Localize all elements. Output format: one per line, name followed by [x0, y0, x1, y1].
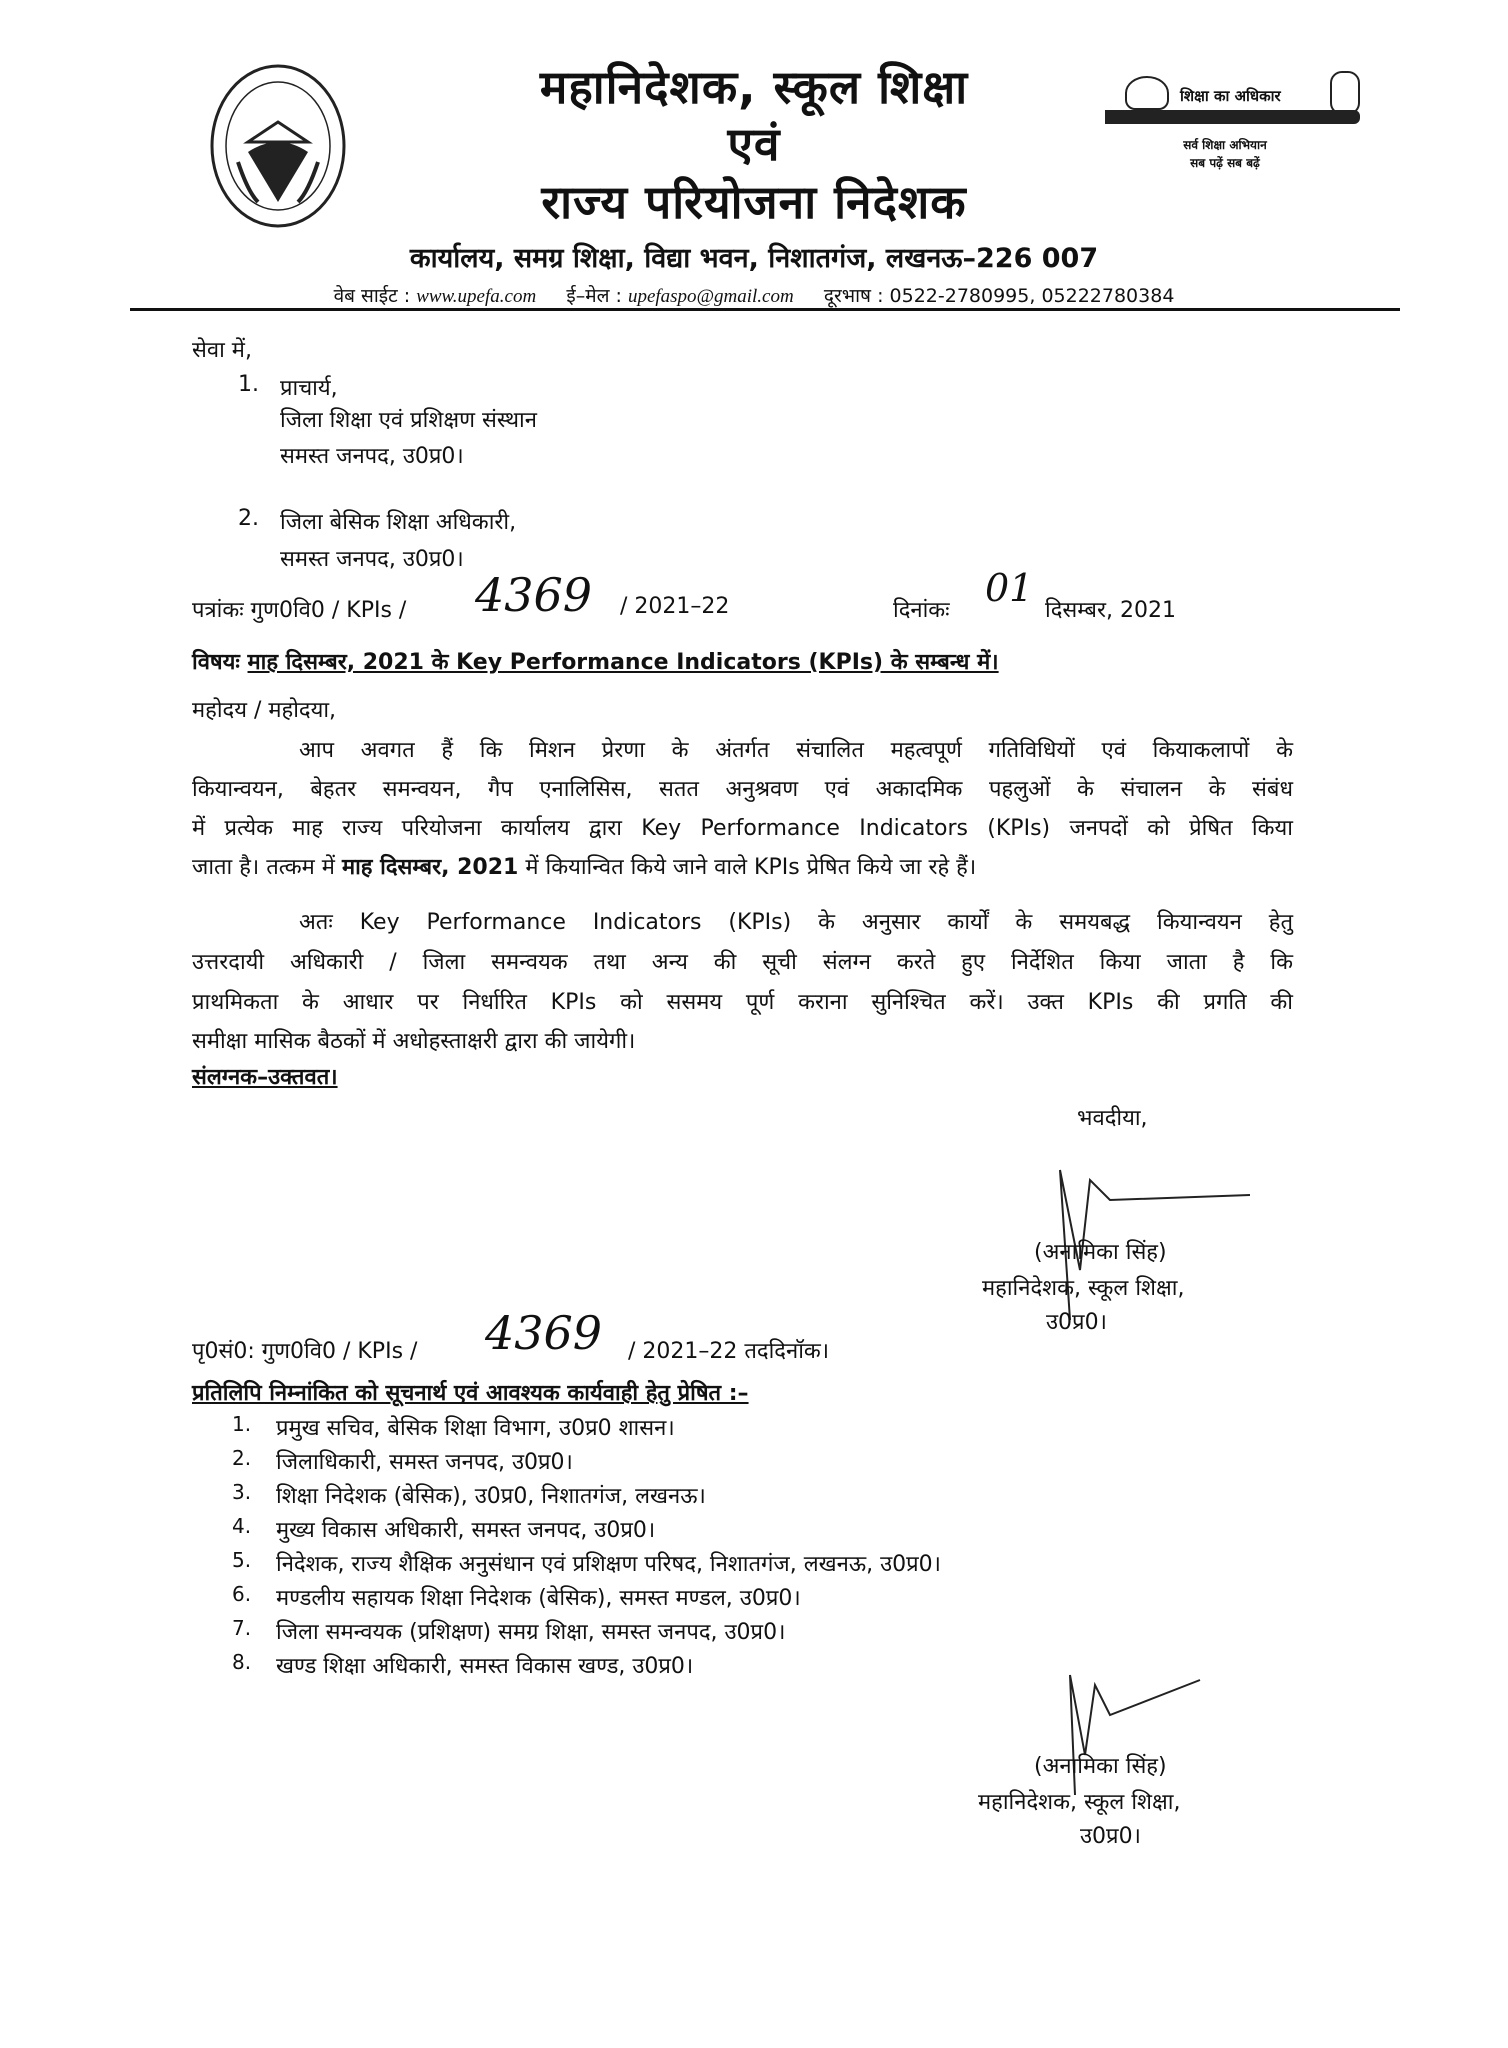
recipient-number: 1. — [238, 372, 259, 397]
logo-text: शिक्षा का अधिकार — [1180, 87, 1281, 105]
paragraph1-text: जाता है। तत्कम में — [192, 855, 335, 880]
copy-item-number: 3. — [232, 1480, 252, 1504]
date-label: दिनांकः — [893, 598, 950, 623]
recipient-line: समस्त जनपद, उ0प्र0। — [280, 547, 464, 572]
recipient-line: जिला बेसिक शिक्षा अधिकारी, — [280, 510, 517, 535]
paragraph1-line: में प्रत्येक माह राज्य परियोजना कार्यालय द्वारा Key Performance Indicators (KPIs) जनपदों को प्रेषित किया — [192, 816, 1293, 841]
signatory-name: (अनामिका सिंह) — [1034, 1240, 1167, 1265]
copy-item-number: 6. — [232, 1582, 252, 1606]
email-label: ई–मेल : — [566, 285, 622, 307]
recipient-line: जिला शिक्षा एवं प्रशिक्षण संस्थान — [280, 408, 537, 433]
closing: भवदीया, — [1077, 1106, 1148, 1131]
date-rest: दिसम्बर, 2021 — [1045, 598, 1176, 623]
recipient-line: समस्त जनपद, उ0प्र0। — [280, 444, 464, 469]
paragraph2-line: प्राथमिकता के आधार पर निर्धारित KPIs को ससमय पूर्ण कराना सुनिश्चित करें। उक्त KPIs की प्रगति की — [192, 990, 1293, 1015]
paragraph1-line: कियान्वयन, बेहतर समन्वयन, गैप एनालिसिस, सतत अनुश्रवण एवं अकादमिक पहलुओं के संचालन के संबंध — [192, 777, 1293, 802]
copy-item-number: 5. — [232, 1548, 252, 1572]
reference-suffix: / 2021–22 — [620, 594, 730, 619]
logo-caption1: सर्व शिक्षा अभियान — [1183, 138, 1267, 152]
enclosure: संलग्नक–उक्तवत। — [192, 1065, 338, 1090]
letterhead-title-line1: महानिदेशक, स्कूल शिक्षा — [539, 60, 969, 114]
copy-item-text: जिला समन्वयक (प्रशिक्षण) समग्र शिक्षा, समस्त जनपद, उ0प्र0। — [276, 1620, 786, 1645]
email-link[interactable]: upefaspo@gmail.com — [627, 286, 794, 307]
sarva-shiksha-abhiyan-logo — [1085, 66, 1365, 181]
office-address: कार्यालय, समग्र शिक्षा, विद्या भवन, निशातगंज, लखनऊ–226 007 — [409, 243, 1099, 274]
copy-item-number: 4. — [232, 1514, 252, 1538]
pencil-icon — [1105, 110, 1360, 124]
paragraph2-line: समीक्षा मासिक बैठकों में अधोहस्ताक्षरी द्वारा की जायेगी। — [192, 1029, 636, 1054]
copy-item-text: शिक्षा निदेशक (बेसिक), उ0प्र0, निशातगंज, लखनऊ। — [276, 1484, 706, 1509]
signatory2-designation: महानिदेशक, स्कूल शिक्षा, — [978, 1790, 1181, 1815]
salutation-to: सेवा में, — [192, 338, 252, 363]
paragraph2-line: अतः Key Performance Indicators (KPIs) के अनुसार कार्यों के समयबद्ध कियान्वयन हेतु — [299, 910, 1293, 935]
signatory-designation: महानिदेशक, स्कूल शिक्षा, — [982, 1276, 1185, 1301]
letterhead-title-line2: एवं — [727, 117, 781, 171]
paragraph1-bold: माह दिसम्बर, 2021 — [341, 855, 519, 880]
copy-heading: प्रतिलिपि निम्नांकित को सूचनार्थ एवं आवश्यक कार्यवाही हेतु प्रेषित :– — [192, 1381, 749, 1406]
paragraph2-line: उत्तरदायी अधिकारी / जिला समन्वयक तथा अन्य की सूची संलग्न करते हुए निर्देशित किया जाता है कि — [192, 950, 1293, 975]
child-icon — [1125, 76, 1169, 110]
letterhead-title-line3: राज्य परियोजना निदेशक — [541, 175, 967, 229]
copy-item-text: जिलाधिकारी, समस्त जनपद, उ0प्र0। — [276, 1450, 573, 1475]
reference-prefix: पत्रांकः गुण0वि0 / KPIs / — [192, 598, 407, 623]
copy-item-text: प्रमुख सचिव, बेसिक शिक्षा विभाग, उ0प्र0 शासन। — [276, 1416, 675, 1441]
subject — [192, 646, 999, 676]
copy-item-number: 7. — [232, 1616, 252, 1640]
subject-text: माह दिसम्बर, 2021 के Key Performance Indicators (KPIs) के सम्बन्ध में। — [247, 650, 999, 675]
copy-item-number: 8. — [232, 1650, 252, 1674]
website-link[interactable]: www.upefa.com — [416, 286, 537, 307]
header-divider — [130, 308, 1400, 311]
logo-caption2: सब पढ़ें सब बढ़ें — [1190, 156, 1260, 170]
copy-item-text: खण्ड शिक्षा अधिकारी, समस्त विकास खण्ड, उ0प्र0। — [276, 1654, 694, 1679]
copy-reference-number-handwritten: 4369 — [485, 1306, 603, 1360]
date-day-handwritten: 01 — [985, 566, 1034, 610]
signatory-state: उ0प्र0। — [1046, 1310, 1107, 1335]
copy-item-number: 2. — [232, 1446, 252, 1470]
copy-reference-suffix: / 2021–22 तददिनॉक। — [628, 1339, 830, 1364]
copy-reference-prefix: पृ0सं0: गुण0वि0 / KPIs / — [192, 1339, 418, 1364]
recipient-number: 2. — [238, 506, 259, 531]
reference-number-handwritten: 4369 — [475, 568, 593, 622]
greeting: महोदय / महोदया, — [192, 698, 337, 723]
copy-item-text: मुख्य विकास अधिकारी, समस्त जनपद, उ0प्र0। — [276, 1518, 656, 1543]
phone-label: दूरभाष : — [823, 285, 884, 307]
website-label: वेब साईट : — [333, 285, 411, 307]
subject-label: विषयः — [192, 650, 240, 675]
phone-numbers: 0522-2780995, 05222780384 — [889, 285, 1175, 307]
signatory2-name: (अनामिका सिंह) — [1034, 1754, 1167, 1779]
recipient-line: प्राचार्य, — [280, 376, 338, 401]
copy-item-number: 1. — [232, 1412, 252, 1436]
paragraph1-text: में कियान्वित किये जाने वाले KPIs प्रेषित किये जा रहे हैं। — [525, 855, 977, 880]
signatory2-state: उ0प्र0। — [1080, 1824, 1141, 1849]
copy-item-text: मण्डलीय सहायक शिक्षा निदेशक (बेसिक), समस्त मण्डल, उ0प्र0। — [276, 1586, 801, 1611]
paragraph1-line: आप अवगत हैं कि मिशन प्रेरणा के अंतर्गत संचालित महत्वपूर्ण गतिविधियों एवं कियाकलापों के — [299, 738, 1293, 763]
contact-line — [0, 282, 1508, 308]
child-icon — [1330, 71, 1360, 115]
paragraph1-line — [192, 851, 976, 881]
copy-item-text: निदेशक, राज्य शैक्षिक अनुसंधान एवं प्रशिक्षण परिषद, निशातगंज, लखनऊ, उ0प्र0। — [276, 1552, 942, 1577]
